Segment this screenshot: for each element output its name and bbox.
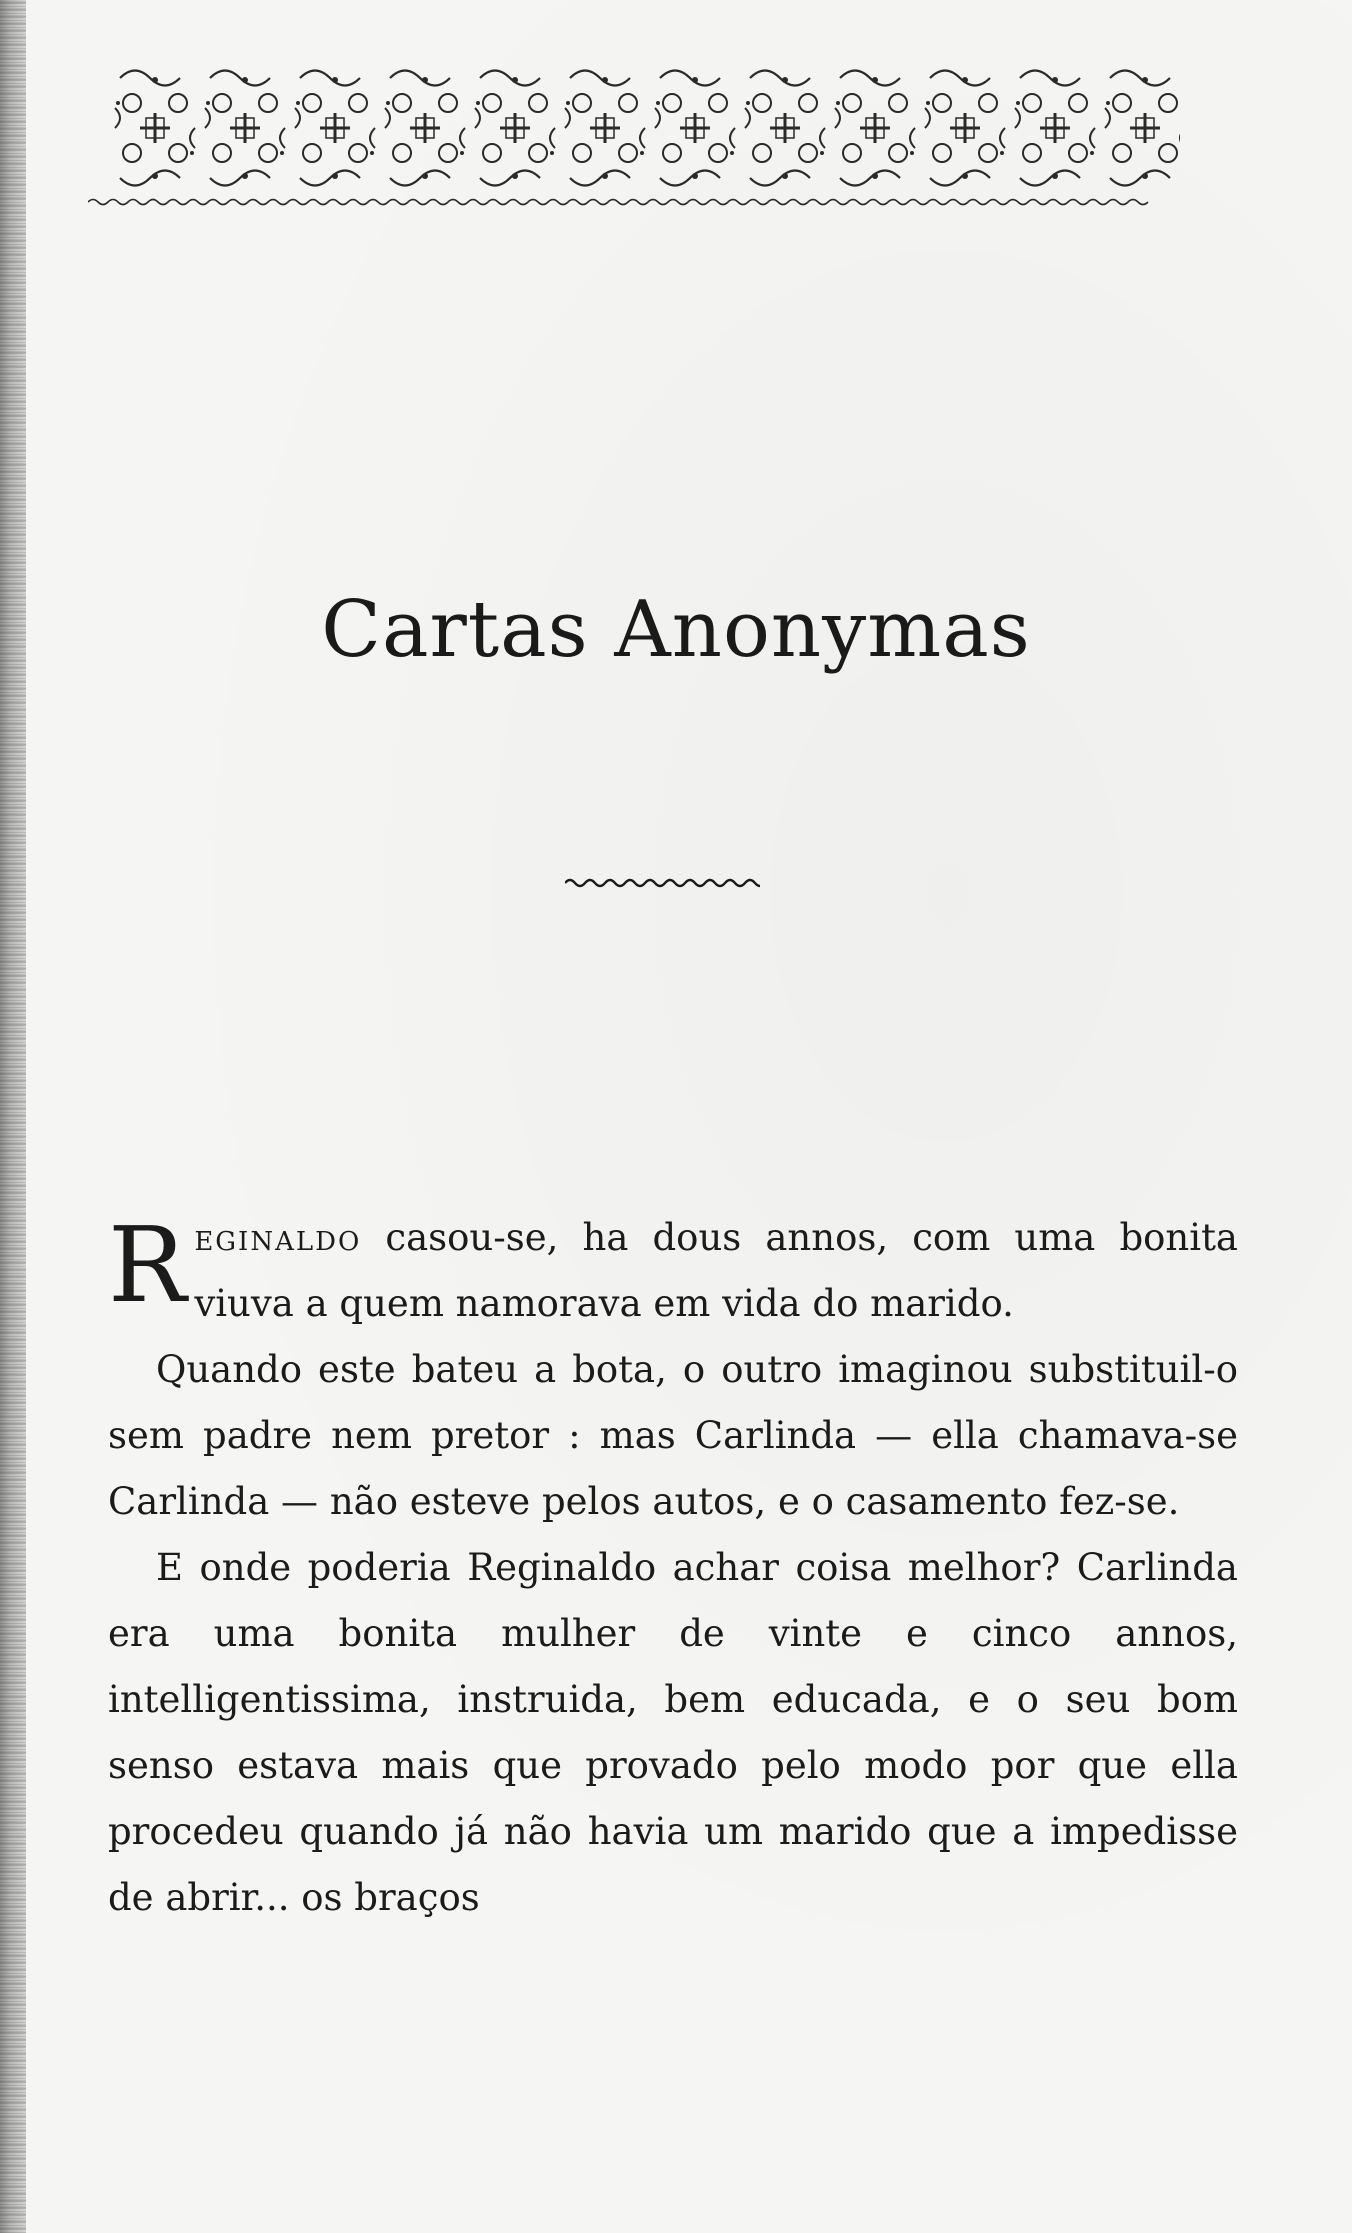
drop-cap: R	[108, 1204, 187, 1326]
ornamental-header-band	[110, 58, 1180, 198]
chapter-title: Cartas Anonymas	[321, 585, 1031, 675]
show-through-text	[452, 280, 1272, 342]
ornament-wavy-rule	[88, 196, 1208, 208]
binding-edge	[0, 0, 26, 2233]
paragraph-3: E onde poderia Reginaldo achar coisa melhor? Carlinda era uma bonita mulher de vinte e cinco annos, intelligentissima, instruida, bem educada, e o seu bom senso estava mais que provado pelo modo por que ella procedeu quando já não havia um marido que a impedisse de abrir... os braços	[108, 1546, 1238, 1919]
lead-word: eginaldo	[194, 1216, 362, 1259]
paragraph-1	[108, 1205, 1238, 1337]
title-wavy-rule	[565, 877, 760, 889]
paragraph-2: Quando este bateu a bota, o outro imaginou substituil-o sem padre nem pretor : mas Carlinda — ella chamava-se Carlinda — não esteve pelos autos, e o casamento fez-se.	[108, 1348, 1238, 1523]
chapter-body	[108, 1205, 1238, 1931]
paragraph-1-text: casou-se, ha dous annos, com uma bonita viuva a quem namorava em vida do marido.	[194, 1216, 1238, 1325]
